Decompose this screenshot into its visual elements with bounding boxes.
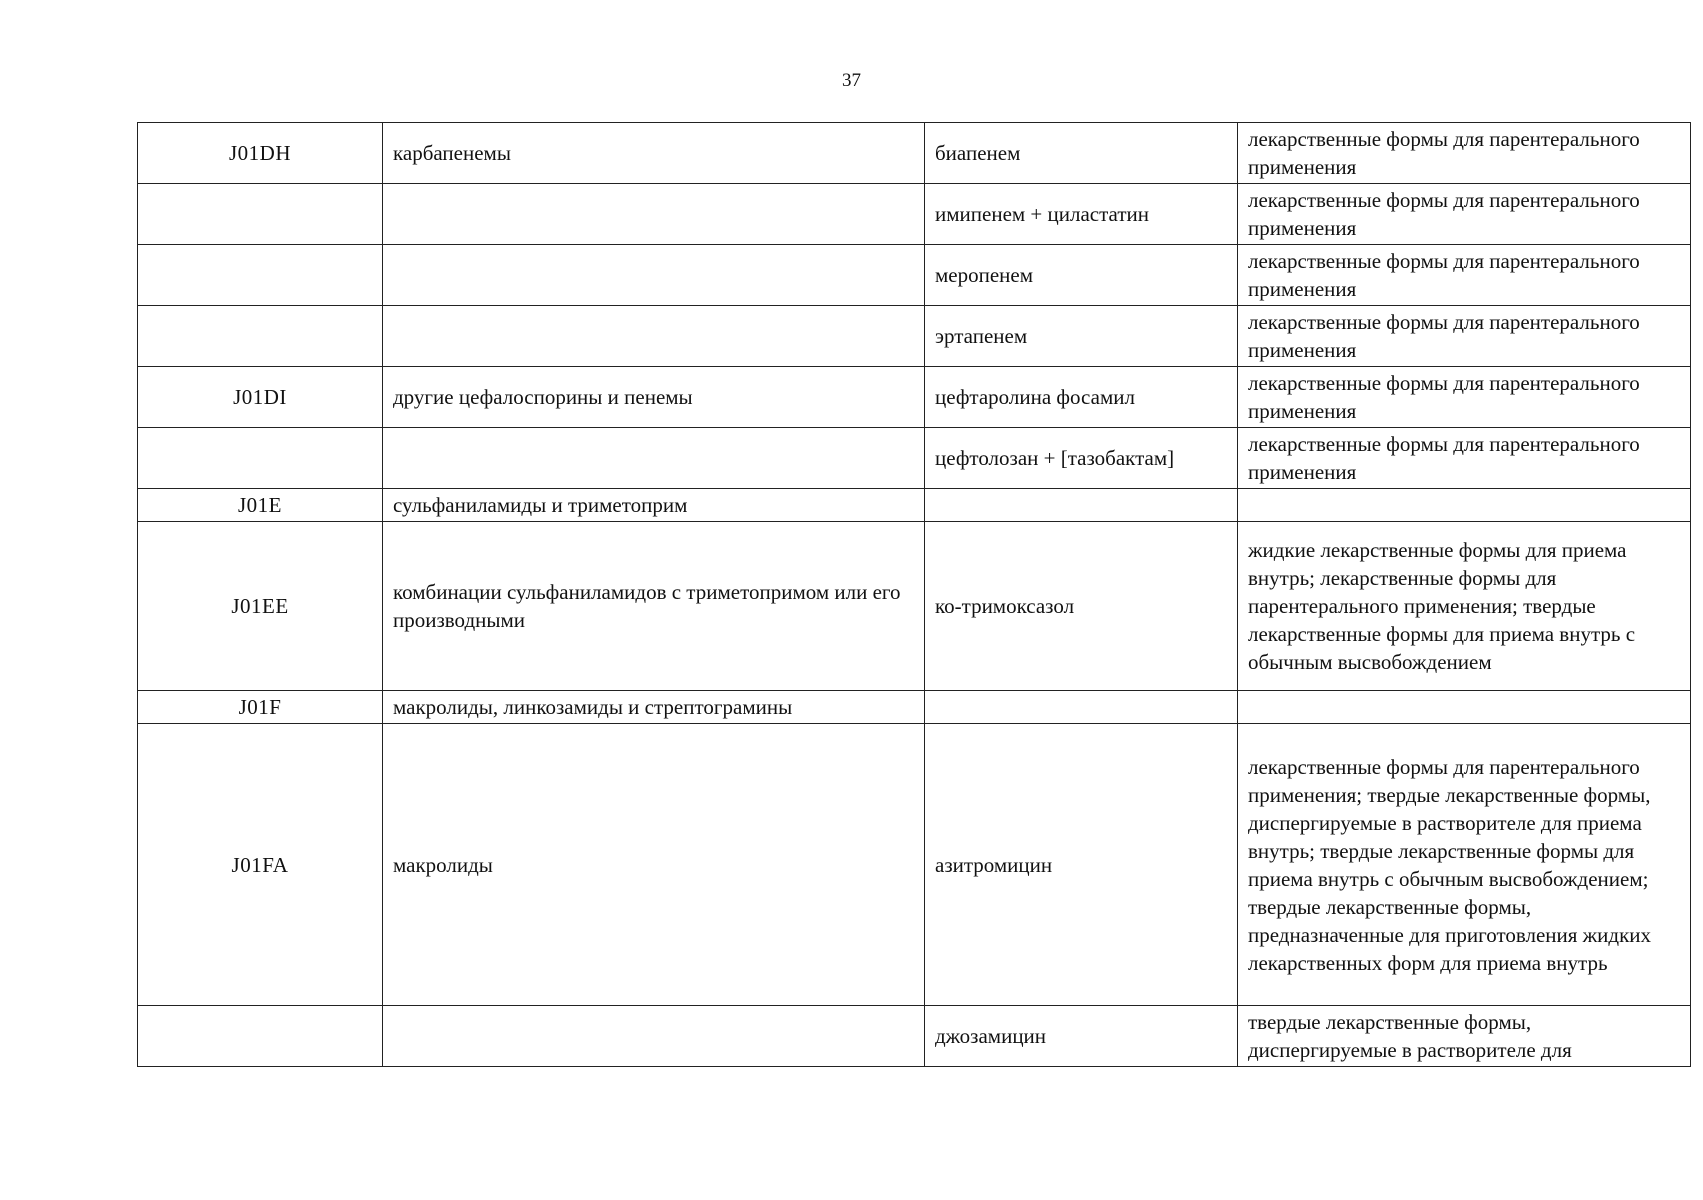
group-name-cell	[383, 245, 925, 306]
atc-code-cell: J01FA	[138, 724, 383, 1006]
dosage-form-cell	[1238, 489, 1691, 522]
drug-name-cell: джозамицин	[925, 1006, 1238, 1067]
dosage-form-cell: лекарственные формы для парентерального применения	[1238, 428, 1691, 489]
group-name-cell: карбапенемы	[383, 123, 925, 184]
table-row	[138, 245, 1691, 306]
dosage-form-cell: лекарственные формы для парентерального применения	[1238, 184, 1691, 245]
drug-name-cell: азитромицин	[925, 724, 1238, 1006]
drug-name-cell	[925, 489, 1238, 522]
drug-name-cell: цефтолозан + [тазобактам]	[925, 428, 1238, 489]
dosage-form-cell: жидкие лекарственные формы для приема внутрь; лекарственные формы для парентерального применения; твердые лекарственные формы для приема внутрь с обычным высвобождением	[1238, 522, 1691, 691]
group-name-cell: другие цефалоспорины и пенемы	[383, 367, 925, 428]
atc-code-cell	[138, 1006, 383, 1067]
group-name-cell	[383, 184, 925, 245]
group-name-cell	[383, 428, 925, 489]
table-row	[138, 691, 1691, 724]
table-row	[138, 522, 1691, 691]
atc-code-cell	[138, 428, 383, 489]
table-row	[138, 367, 1691, 428]
group-name-cell: сульфаниламиды и триметоприм	[383, 489, 925, 522]
atc-code-cell: J01F	[138, 691, 383, 724]
drug-table	[137, 122, 1691, 1067]
atc-code-cell	[138, 306, 383, 367]
dosage-form-cell	[1238, 691, 1691, 724]
atc-code-cell: J01EE	[138, 522, 383, 691]
table-row	[138, 1006, 1691, 1067]
table-row	[138, 489, 1691, 522]
drug-name-cell: имипенем + циластатин	[925, 184, 1238, 245]
table-row	[138, 123, 1691, 184]
page-number: 37	[842, 70, 861, 91]
group-name-cell: макролиды, линкозамиды и стрептограмины	[383, 691, 925, 724]
drug-name-cell: эртапенем	[925, 306, 1238, 367]
dosage-form-cell: лекарственные формы для парентерального применения	[1238, 367, 1691, 428]
group-name-cell	[383, 1006, 925, 1067]
group-name-cell	[383, 306, 925, 367]
atc-code-cell: J01DH	[138, 123, 383, 184]
atc-code-cell	[138, 184, 383, 245]
dosage-form-cell: твердые лекарственные формы, диспергируемые в растворителе для	[1238, 1006, 1691, 1067]
dosage-form-cell: лекарственные формы для парентерального применения; твердые лекарственные формы, диспергируемые в растворителе для приема внутрь; твердые лекарственные формы для приема внутрь с обычным высвобождением; твердые лекарственные формы, предназначенные для приготовления жидких лекарственных форм для приема внутрь	[1238, 724, 1691, 1006]
table-row	[138, 306, 1691, 367]
atc-code-cell: J01E	[138, 489, 383, 522]
table-row	[138, 184, 1691, 245]
group-name-cell: комбинации сульфаниламидов с триметопримом или его производными	[383, 522, 925, 691]
dosage-form-cell: лекарственные формы для парентерального применения	[1238, 245, 1691, 306]
atc-code-cell	[138, 245, 383, 306]
table-row	[138, 428, 1691, 489]
atc-code-cell: J01DI	[138, 367, 383, 428]
dosage-form-cell: лекарственные формы для парентерального применения	[1238, 123, 1691, 184]
dosage-form-cell: лекарственные формы для парентерального применения	[1238, 306, 1691, 367]
drug-name-cell: биапенем	[925, 123, 1238, 184]
drug-name-cell: цефтаролина фосамил	[925, 367, 1238, 428]
drug-name-cell: ко-тримоксазол	[925, 522, 1238, 691]
drug-name-cell: меропенем	[925, 245, 1238, 306]
group-name-cell: макролиды	[383, 724, 925, 1006]
drug-name-cell	[925, 691, 1238, 724]
table-row	[138, 724, 1691, 1006]
